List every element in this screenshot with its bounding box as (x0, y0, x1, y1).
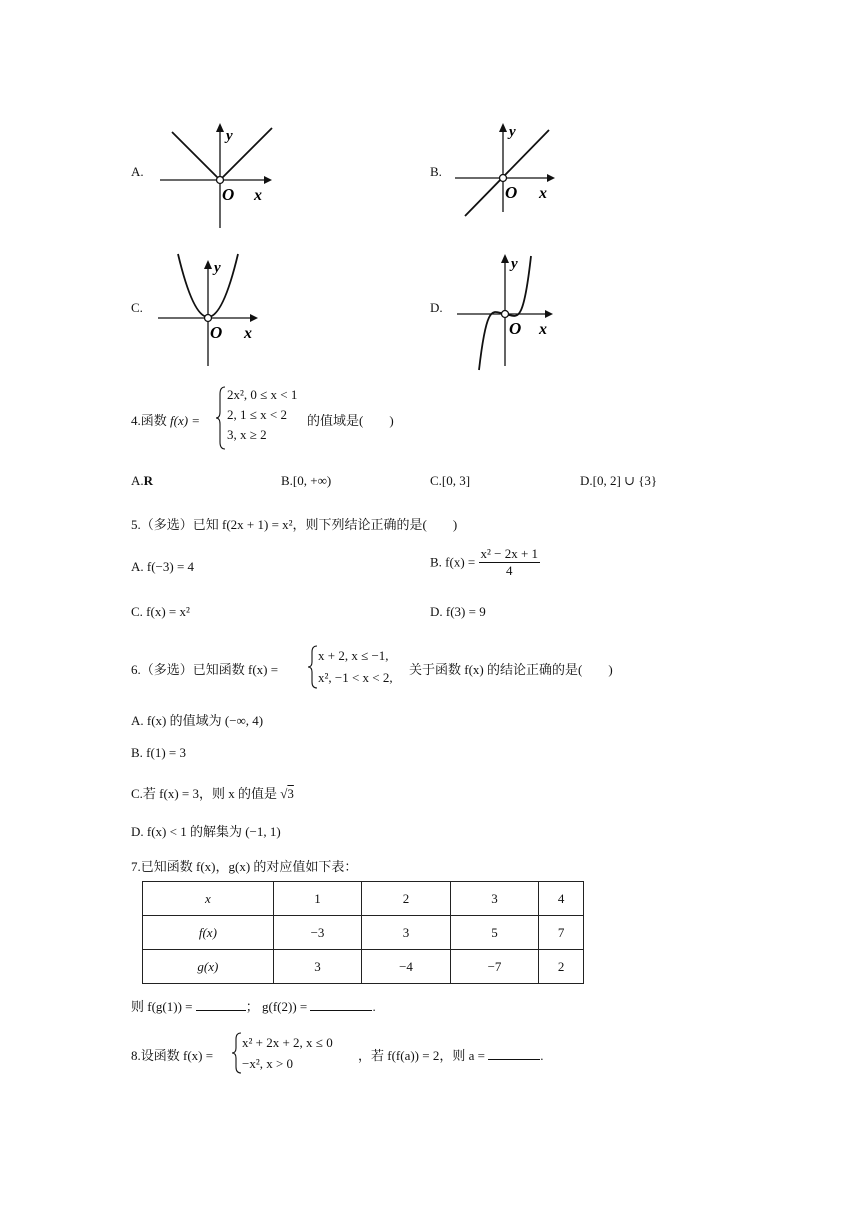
table-cell: 2 (539, 950, 584, 984)
q8-cases (242, 1032, 333, 1074)
table-cell: 2 (362, 882, 450, 916)
q4-case-1: 2x², 0 ≤ x < 1 (227, 387, 298, 402)
answer-blank-1[interactable] (196, 998, 246, 1011)
answer-blank-2[interactable] (310, 998, 372, 1011)
table-row (143, 882, 584, 916)
q6-case-1: x + 2, x ≤ −1, (318, 648, 389, 663)
table-cell: f(x) (143, 916, 274, 950)
q6-radicand: 3 (287, 786, 294, 801)
q7-value-table (142, 881, 584, 984)
q8-brace (232, 1032, 242, 1074)
table-cell: 7 (539, 916, 584, 950)
table-cell: 3 (273, 950, 361, 984)
q5-option-c[interactable]: C. f(x) = x² (131, 604, 190, 619)
q6-brace (308, 645, 318, 689)
table-cell: 1 (273, 882, 361, 916)
table-cell: 4 (539, 882, 584, 916)
origin-label: O (222, 185, 235, 204)
q4-option-c[interactable]: C.[0, 3] (430, 473, 471, 488)
q4-option-a[interactable]: A.R (131, 473, 154, 488)
table-cell: x (143, 882, 274, 916)
q6-cases (318, 645, 393, 689)
origin-label: O (509, 319, 522, 338)
q6-option-b[interactable]: B. f(1) = 3 (131, 745, 186, 760)
q5-stem: 5.（多选）已知 f(2x + 1) = x²，则下列结论正确的是( ) (131, 517, 458, 532)
origin-label: O (505, 183, 518, 202)
q6-option-a[interactable]: A. f(x) 的值域为 (−∞, 4) (131, 713, 264, 728)
option-b-label[interactable]: B. (430, 164, 442, 179)
q4-case-3: 3, x ≥ 2 (227, 427, 267, 442)
table-cell: 3 (362, 916, 450, 950)
option-a-label[interactable]: A. (131, 164, 144, 179)
q6-option-c[interactable]: C.若 f(x) = 3，则 x 的值是 √3 (131, 786, 294, 801)
axis-label-y: y (511, 256, 518, 272)
q4-brace (216, 386, 226, 450)
axis-label-x: x (539, 185, 547, 202)
origin-label: O (210, 323, 223, 342)
answer-blank-3[interactable] (488, 1047, 540, 1060)
q8-case-1: x² + 2x + 2, x ≤ 0 (242, 1035, 333, 1050)
q8-case-2: −x², x > 0 (242, 1056, 294, 1071)
graph-b (455, 120, 565, 220)
q4-cases (227, 385, 297, 445)
option-c-label[interactable]: C. (131, 300, 143, 315)
graph-d (457, 250, 567, 372)
q4-func: f(x) = (170, 413, 201, 428)
q4-prefix: 4.函数 f(x) = (131, 413, 201, 428)
q5-option-b[interactable]: B. f(x) = $\frac{\text{x² − 2x + 1}}{4}$ (430, 546, 539, 578)
q4-suffix: 的值域是( ) (307, 413, 394, 428)
q5-fraction: $\frac{\text{x² − 2x + 1}}{4}$ (480, 546, 539, 578)
q4-option-d[interactable]: D.[0, 2] ∪ {3} (580, 473, 658, 488)
table-cell: −7 (450, 950, 538, 984)
table-row (143, 950, 584, 984)
table-cell: −4 (362, 950, 450, 984)
axis-label-y: y (226, 128, 233, 144)
q6-prefix: 6.（多选）已知函数 f(x) = (131, 662, 279, 677)
axis-label-x: x (254, 187, 262, 204)
axis-label-x: x (539, 321, 547, 338)
option-d-label[interactable]: D. (430, 300, 443, 315)
q5-option-d[interactable]: D. f(3) = 9 (430, 604, 486, 619)
table-cell: 3 (450, 882, 538, 916)
q4-option-b[interactable]: B.[0, +∞) (281, 473, 332, 488)
axis-label-y: y (214, 260, 221, 276)
table-row (143, 916, 584, 950)
q6-suffix: 关于函数 f(x) 的结论正确的是( ) (409, 662, 613, 677)
axis-label-y: y (509, 124, 516, 140)
q4-case-2: 2, 1 ≤ x < 2 (227, 407, 287, 422)
q5-option-a[interactable]: A. f(−3) = 4 (131, 559, 195, 574)
graph-a (160, 120, 280, 232)
graph-c (158, 250, 268, 368)
table-cell: −3 (273, 916, 361, 950)
q7-stem: 7.已知函数 f(x)，g(x) 的对应值如下表： (131, 859, 358, 874)
q8-condition: ，若 f(f(a)) = 2，则 a = . (358, 1048, 544, 1063)
q6-option-d[interactable]: D. f(x) < 1 的解集为 (−1, 1) (131, 824, 281, 839)
table-cell: 5 (450, 916, 538, 950)
q7-fill-line: 则 f(g(1)) = ； g(f(2)) = . (131, 999, 376, 1014)
q8-prefix: 8.设函数 f(x) = (131, 1048, 214, 1063)
q6-case-2: x², −1 < x < 2, (318, 670, 393, 685)
axis-label-x: x (244, 325, 252, 342)
table-cell: g(x) (143, 950, 274, 984)
